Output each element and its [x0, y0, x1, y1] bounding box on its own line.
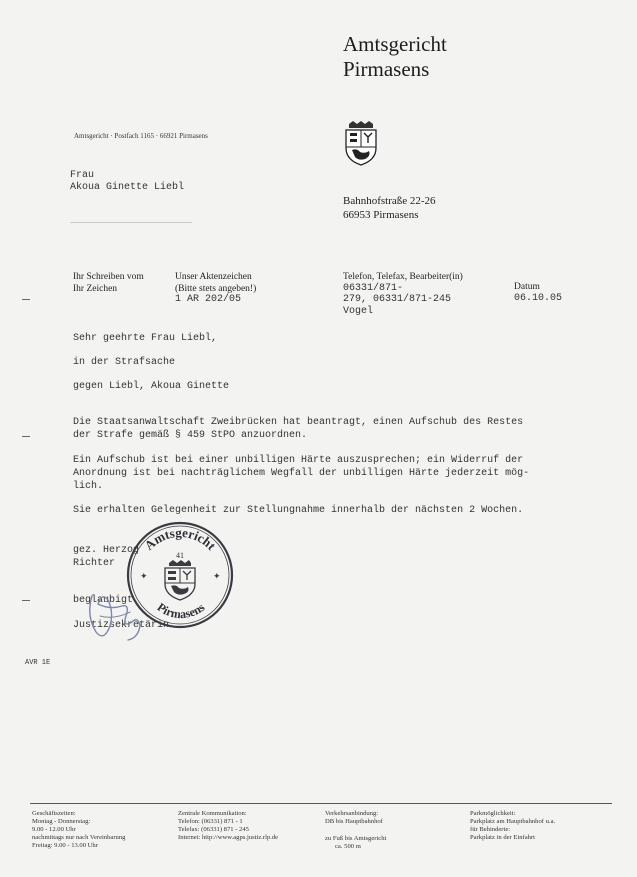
document-code: AVR 1E	[25, 659, 51, 667]
footer-transport	[325, 810, 386, 851]
your-sign-label: Ihr Zeichen	[73, 284, 118, 294]
date-label: Datum	[514, 282, 540, 292]
stamp-number: 41	[176, 551, 184, 560]
our-file-label: Unser Aktenzeichen	[175, 272, 252, 282]
footer-transport-line: DB bis Hauptbahnhof	[325, 818, 383, 825]
paragraph-2-line-2: Anordnung ist bei nachträglichem Wegfall der unbilligen Härte jederzeit mög-	[73, 468, 530, 479]
address-rule	[70, 222, 192, 223]
clerk-title: Justizsekretärin	[73, 620, 170, 631]
stamp-star-left-icon: ✦	[140, 571, 148, 581]
stamp-bottom-text: Pirmasens	[154, 599, 208, 622]
certified-label: beglaubigt	[73, 595, 134, 606]
paragraph-1-line-2: der Strafe gemäß § 459 StPO anzuordnen.	[73, 430, 308, 441]
footer-transport-line: zu Fuß bis Amtsgericht	[325, 835, 387, 842]
footer-rule	[30, 803, 612, 804]
stamp-top-text: Amtsgericht	[141, 524, 220, 553]
paragraph-3: Sie erhalten Gelegenheit zur Stellungnahme innerhalb der nächsten 2 Wochen.	[73, 505, 524, 516]
signer-role: Richter	[73, 558, 116, 569]
our-file-note: (Bitte stets angeben!)	[175, 284, 257, 294]
footer-hours-line: nachmittags nur nach Vereinbarung	[32, 834, 126, 841]
greeting: Sehr geehrte Frau Liebl,	[73, 333, 218, 344]
your-letter-label: Ihr Schreiben vom	[73, 272, 144, 282]
footer-parking-title: Parkmöglichkeit:	[470, 810, 516, 817]
case-line: in der Strafsache	[73, 357, 176, 368]
our-file-value: 1 AR 202/05	[175, 294, 242, 305]
stamp-star-right-icon: ✦	[213, 571, 221, 581]
court-street: Bahnhofstraße 22-26	[343, 195, 436, 207]
date-value: 06.10.05	[514, 293, 563, 304]
footer-parking-line: für Behinderte:	[470, 826, 511, 833]
footer-parking-line: Parkplatz in der Einfahrt	[470, 834, 535, 841]
footer-comm-line: Telefon: (06331) 871 - 1	[178, 818, 243, 825]
footer-transport-line: ca. 500 m	[335, 843, 361, 850]
fold-mark	[22, 299, 30, 300]
fold-mark	[22, 600, 30, 601]
footer-comm-url: Internet: http://www.agps.justiz.rlp.de	[178, 834, 279, 841]
footer-hours	[32, 810, 125, 850]
signed-name: gez. Herzog	[73, 545, 140, 556]
footer-hours-line: 9.00 - 12.00 Uhr	[32, 826, 76, 833]
footer-hours-title: Geschäftszeiten:	[32, 810, 76, 817]
footer-spacer	[325, 826, 386, 835]
contact-label: Telefon, Telefax, Bearbeiter(in)	[343, 272, 463, 282]
contact-line2: 279, 06331/871-245	[343, 294, 452, 305]
paragraph-1-line-1: Die Staatsanwaltschaft Zweibrücken hat beantragt, einen Aufschub des Restes	[73, 417, 524, 428]
footer-parking-line: Parkplatz am Hauptbahnhof u.a.	[470, 818, 556, 825]
footer-communication	[178, 810, 278, 842]
footer-transport-title: Verkehrsanbindung:	[325, 810, 379, 817]
stamp-coat-of-arms-icon	[165, 560, 195, 600]
court-city: 66953 Pirmasens	[343, 209, 419, 221]
court-name-line1: Amtsgericht	[343, 32, 447, 56]
footer-hours-line: Montag - Donnerstag:	[32, 818, 91, 825]
paragraph-2-line-1: Ein Aufschub ist bei einer unbilligen Härte auszusprechen; ein Widerruf der	[73, 455, 524, 466]
handwritten-signature	[80, 586, 150, 644]
contact-line1: 06331/871-	[343, 283, 404, 294]
footer-comm-line: Telefax: (06331) 871 - 245	[178, 826, 249, 833]
recipient-salutation: Frau	[70, 170, 95, 181]
footer-comm-title: Zentrale Kommunikation:	[178, 810, 247, 817]
court-name-line2: Pirmasens	[343, 57, 430, 81]
fold-mark	[22, 436, 30, 437]
footer-hours-line: Freitag: 9.00 - 13.00 Uhr	[32, 842, 98, 849]
recipient-name: Akoua Ginette Liebl	[70, 182, 185, 193]
paragraph-2-line-3: lich.	[73, 481, 104, 492]
contact-line3: Vogel	[343, 306, 374, 317]
return-address: Amtsgericht · Postfach 1165 · 66921 Pirmasens	[74, 132, 208, 140]
against-line: gegen Liebl, Akoua Ginette	[73, 381, 230, 392]
footer-parking	[470, 810, 555, 842]
coat-of-arms-icon	[343, 120, 379, 166]
